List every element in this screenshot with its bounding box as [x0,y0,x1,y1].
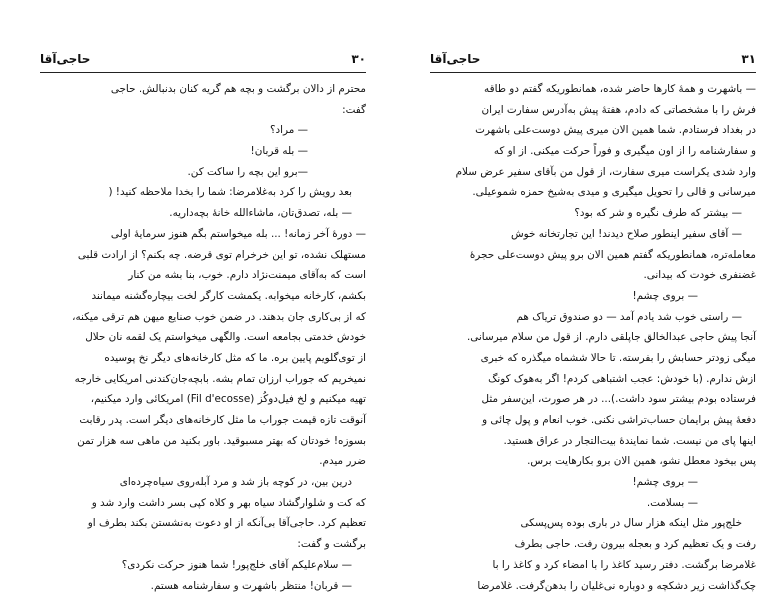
text-line: برگشت و گفت: [40,534,366,555]
right-header-rule [430,72,756,73]
text-line: — دورهٔ آخر زمانه! ... بله میخواستم بگم هنوز سرمایهٔ اولی [40,224,366,245]
text-line: تعظیم کرد. حاجی‌آقا بی‌آنکه از او دعوت به‌نشستن بکند بطرف او [40,513,366,534]
text-line: — راستی خوب شد یادم آمد — دو صندوق تریاک هم [430,307,756,328]
text-line: — بله، تصدق‌تان، ماشاءالله خانهٔ بچه‌داریه. [40,203,366,224]
text-line: — بروی چشم! [430,472,756,493]
text-line: گفت: [40,100,366,121]
left-page-running-title: حاجی‌آقا [40,52,90,66]
text-line: پس بیخود معطل نشو، همین الان برو بکارهایت برس. [430,451,756,472]
text-line: فرش را با مشخصاتی که دادم، هفتهٔ پیش به‌آدرس سفارت ایران [430,100,756,121]
text-line: غلامرضا برگشت. دفتر رسید کاغذ را با امضاء کرد و کاغذ را با [430,555,756,576]
text-line: درین بین، در کوچه باز شد و مرد آبله‌روی سیاه‌چرده‌ای [40,472,366,493]
text-line: — باشهرت و همهٔ کارها حاضر شده، همانطوریکه گفتم دو طاقه [430,79,756,100]
text-line: معامله‌تره، همانطوریکه گفتم همین الان برو پیش دوست‌علی حجرهٔ [430,245,756,266]
text-line: که از بی‌کاری جان بدهند. در ضمن خوب صنایع میهن هم ترقی میکنه، [40,307,366,328]
text-line: اینها پای من نیست. شما نمایندهٔ بیت‌التجار در عراق هستید. [430,431,756,452]
text-line: میرسانی و قالی را تحویل میگیری و میدی به‌شیخ حمزه شموعیلی. [430,182,756,203]
left-book-page [40,52,366,560]
text-line: — آقای سفیر اینطور صلاح دیدند! این تجارتخانه خوش [430,224,756,245]
text-line: تهیه میکنیم و لخ فیل‌دوکُز (Fil d'ecosse) امریکائی وارد میکنیم، [40,389,366,410]
text-line: است که به‌آقای میمنت‌نژاد دارم. خوب، بنا بشه من کنار [40,265,366,286]
text-line: — بسلامت. [430,493,756,514]
text-line: — سلام‌علیکم آقای خلج‌پور! شما هنوز حرکت نکردی؟ [40,555,366,576]
text-line: فرستاده بودم بیشتر سود داشت.)... در هر صورت، این‌سفر مثل [430,389,756,410]
text-line: چک‌گذاشت زیر دشکچه و دوباره نی‌غلیان را بدهن‌گرفت. غلامرضا [430,576,756,596]
text-line: بکشم، کارخانه میخوابه. یکمشت کارگر لخت بیچاره‌گشنه میمانند [40,286,366,307]
left-page-number: ۳۰ [351,52,366,66]
left-page-header [40,52,366,70]
text-line: — بله قربان! [40,141,366,162]
text-line: غضنفری خودت که بیدانی. [430,265,756,286]
right-page-text [430,79,756,596]
text-line: و سفارشنامه را از اون میگیری و فوراً حرکت میکنی. از او که [430,141,756,162]
text-line: رفت و یک تعظیم کرد و بعجله بیرون رفت. حاجی بطرف [430,534,756,555]
left-page-text [40,79,366,596]
right-book-page [430,52,756,560]
text-line: — مراد؟ [40,120,366,141]
text-line: میگی زودتر حسابش را بفرسته. تا حالا ششماه میگذره که خبری [430,348,756,369]
text-line: خلج‌پور مثل اینکه هزار سال در باری بوده پس‌پسکی [430,513,756,534]
text-line: دفعهٔ پیش برایمان حساب‌تراشی نکنی. خوب انعام و پول چائی و [430,410,756,431]
text-line: که کت و شلوارگشاد سیاه بهر و کلاه کپی بسر داشت وارد شد و [40,493,366,514]
text-line: ضرر میدم. [40,451,366,472]
right-page-header [430,52,756,70]
right-page-running-title: حاجی‌آقا [430,52,480,66]
text-line: وارد شدی یکراست میری سفارت، از قول من بآقای سفیر عرض سلام [430,162,756,183]
text-line: ازش ندارم. (با خودش: عجب اشتباهی کردم! اگر به‌هوک کونگ [430,369,756,390]
text-line: بعد رویش را کرد به‌غلامرضا: شما را بخدا ملاحظه کنید! ( [40,182,366,203]
text-line: بسوزه! خودتان که بهتر مسبوقید. باور بکنید من ماهی سه هزار تمن [40,431,366,452]
text-line: محترم از دالان برگشت و بچه هم گریه کنان بدنبالش. حاجی [40,79,366,100]
text-line: خودش خدمتی بجامعه است. والگهی میخواستم یک لقمه نان حلال [40,327,366,348]
text-line: — بروی چشم! [430,286,756,307]
text-line: آنوقت تازه قیمت جوراب ما مثل کارخانه‌های دیگر است. پدر رقابت [40,410,366,431]
text-line: مستهلک نشده، تو این خرخرام توی قرضه. چه بکنم؟ از ارادت قلبی [40,245,366,266]
left-header-rule [40,72,366,73]
text-line: — قربان! منتظر باشهرت و سفارشنامه هستم. [40,576,366,596]
text-line: در بغداد فرستادم. شما همین الان میری پیش دوست‌علی باشهرت [430,120,756,141]
text-line: از توی‌گلویم پایین بره. ما که مثل کارخانه‌های دیگر نخ پوسیده [40,348,366,369]
text-line: — بیشتر که طرف نگیره و شر که بود؟ [430,203,756,224]
text-line: —برو این بچه را ساکت کن. [40,162,366,183]
text-line: نمیخریم که جوراب ارزان تمام بشه. با‌بچه‌جان‌کندنی امریکایی خارجه [40,369,366,390]
text-line: آنجا پیش حاجی عبدالخالق جاپلقی دارم. از قول من سلام میرسانی. [430,327,756,348]
right-page-number: ۳۱ [741,52,756,66]
